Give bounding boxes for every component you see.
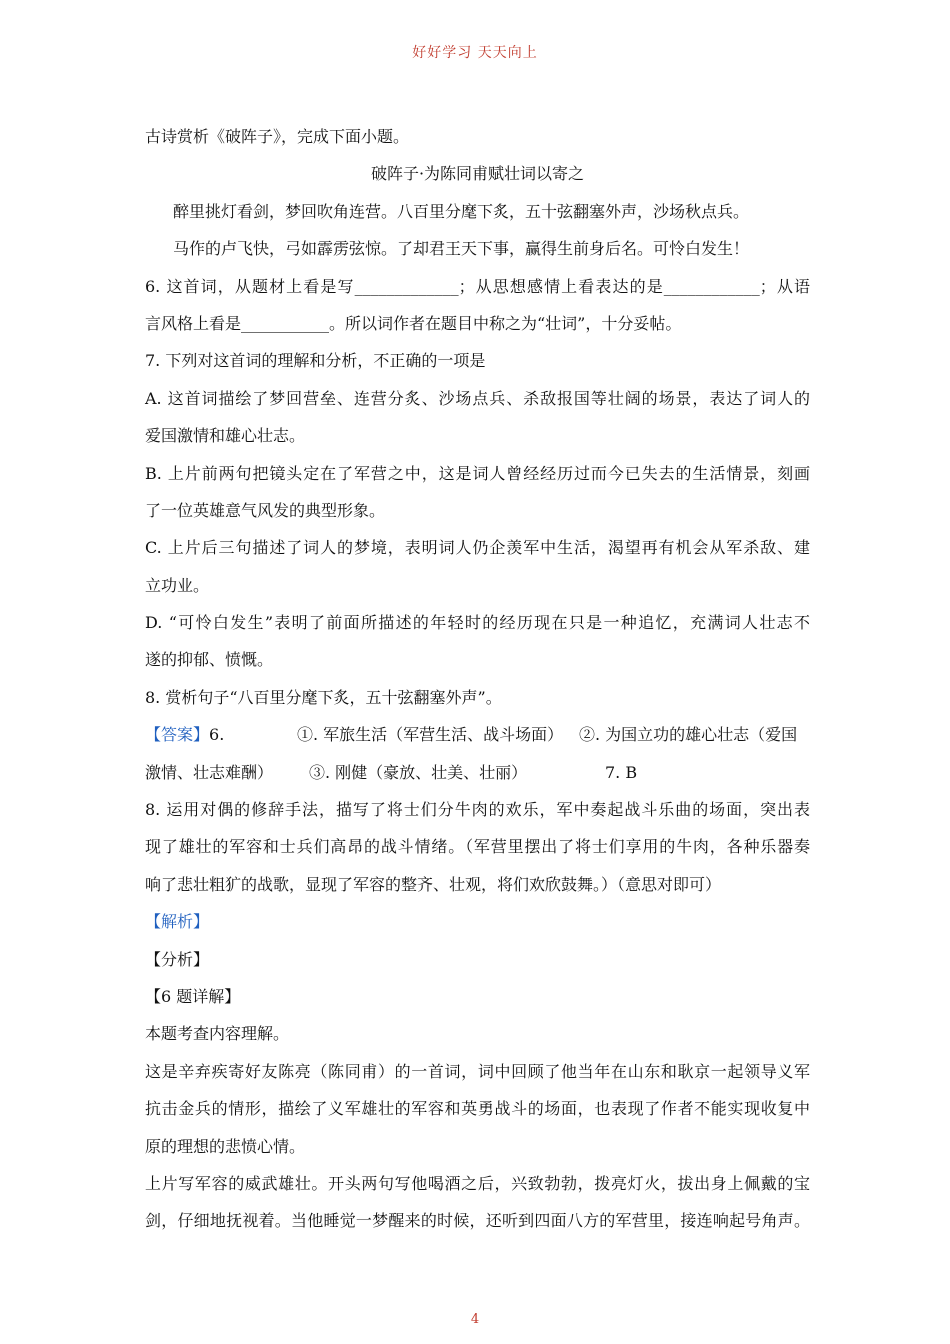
q7-option-c-2: 立功业。 <box>145 575 210 595</box>
q7-option-b-1: B. 上片前两句把镜头定在了军营之中，这是词人曾经经历过而今已失去的生活情景，刻画 <box>145 463 810 483</box>
answer-q8-line-2: 现了雄壮的军容和士兵们高昂的战斗情绪。（军营里摆出了将士们享用的牛肉，各种乐器奏 <box>145 837 810 857</box>
q7-option-c-1: C. 上片后三句描述了词人的梦境，表明词人仍企羡军中生活，渴望再有机会从军杀敌、建 <box>145 538 810 558</box>
document-body <box>145 118 810 1240</box>
poem-line-1: 醉里挑灯看剑，梦回吹角连营。八百里分麾下炙，五十弦翻塞外声，沙场秋点兵。 <box>173 201 750 221</box>
page-number: 4 <box>470 1312 480 1327</box>
answer-q8-line-1: 8. 运用对偶的修辞手法，描写了将士们分牛肉的欢乐，军中奏起战斗乐曲的场面，突出表 <box>145 800 810 820</box>
q7-option-a-2: 爱国激情和雄心壮志。 <box>145 426 306 446</box>
answer-option-1: ①. 军旅生活（军营生活、战斗场面） <box>297 725 564 745</box>
analysis-p1-line-1: 这是辛弃疾寄好友陈亮（陈同甫）的一首词，词中回顾了他当年在山东和耿京一起领导义军 <box>145 1061 810 1081</box>
answer-line-2 <box>145 754 810 791</box>
answer-q7: 7. B <box>605 762 638 782</box>
intro-text: 古诗赏析《破阵子》，完成下面小题。 <box>145 127 410 146</box>
answer-q8-line-3: 响了悲壮粗犷的战歌，显现了军容的整齐、壮观，将们欢欣鼓舞。）（意思对即可） <box>145 874 722 894</box>
answer-line-1 <box>145 716 810 753</box>
answer-option-2-cont: 激情、壮志难酬） <box>145 762 274 782</box>
q7-option-d-2: 遂的抑郁、愤慨。 <box>145 650 274 670</box>
poem-title: 破阵子·为陈同甫赋壮词以寄之 <box>370 164 585 184</box>
answer-option-2: ②. 为国立功的雄心壮志（爱国 <box>579 725 798 745</box>
q6-line-1: 6. 这首词，从题材上看是写_____________；从思想感情上看表达的是____________；从语 <box>145 276 810 296</box>
q7-option-d-1: D. “可怜白发生”表明了前面所描述的年轻时的经历现在只是一种追忆，充满词人壮志不 <box>145 613 810 633</box>
analysis-p2-line-1: 上片写军容的威武雄壮。开头两句写他喝酒之后，兴致勃勃，拨亮灯火，拔出身上佩戴的宝 <box>145 1173 810 1193</box>
analysis-fenxi: 【分析】 <box>145 949 210 969</box>
answer-tag: 【答案】 <box>145 725 210 745</box>
analysis-p1-line-3: 原的理想的悲愤心情。 <box>145 1136 306 1156</box>
q8-stem: 8. 赏析句子“八百里分麾下炙，五十弦翻塞外声”。 <box>145 687 502 707</box>
answer-q6-number: 6. <box>209 725 225 745</box>
q7-option-a-1: A. 这首词描绘了梦回营垒、连营分炙、沙场点兵、杀敌报国等壮阔的场景，表达了词人的 <box>145 388 810 408</box>
q6-line-2: 言风格上看是___________。所以词作者在题目中称之为“壮词”，十分妥帖。 <box>145 313 682 333</box>
analysis-tag: 【解析】 <box>145 912 210 932</box>
q7-option-b-2: 了一位英雄意气风发的典型形象。 <box>145 500 386 520</box>
answer-option-3: ③. 刚健（豪放、壮美、壮丽） <box>309 762 528 782</box>
poem-line-2: 马作的卢飞快，弓如霹雳弦惊。了却君王天下事，赢得生前身后名。可怜白发生！ <box>173 239 750 259</box>
analysis-p1-line-2: 抗击金兵的情形，描绘了义军雄壮的军容和英勇战斗的场面，也表现了作者不能实现收复中 <box>145 1099 810 1119</box>
analysis-p2-line-2: 剑，仔细地抚视着。当他睡觉一梦醒来的时候，还听到四面八方的军营里，接连响起号角声。 <box>145 1211 810 1231</box>
analysis-q6-detail: 【6 题详解】 <box>145 986 241 1006</box>
page-header: 好好学习 天天向上 <box>412 45 538 61</box>
analysis-p0: 本题考查内容理解。 <box>145 1024 290 1044</box>
q7-stem: 7. 下列对这首词的理解和分析，不正确的一项是 <box>145 351 486 371</box>
